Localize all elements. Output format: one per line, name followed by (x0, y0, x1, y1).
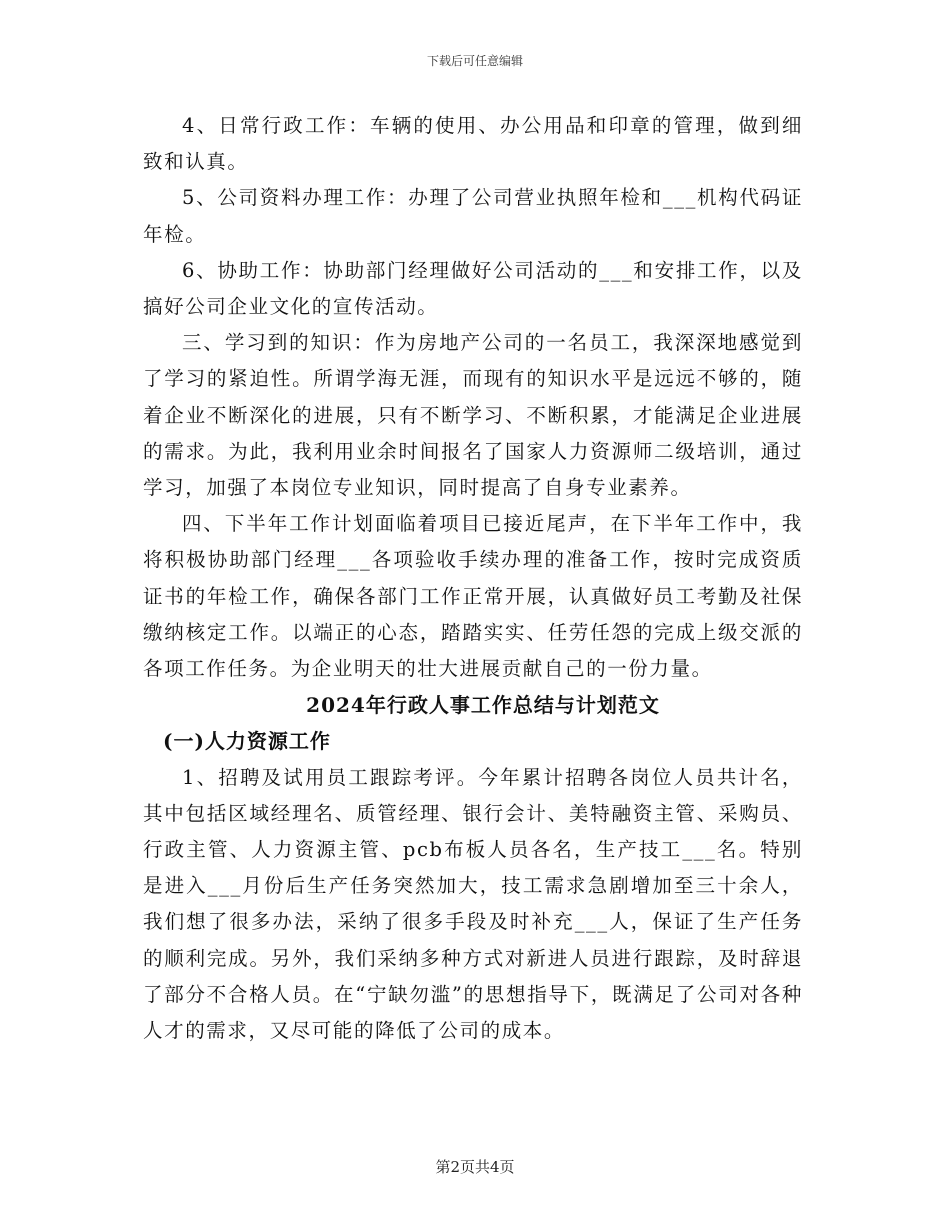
document-body (143, 108, 803, 1049)
section-title: 2024年行政人事工作总结与计划范文 (306, 693, 660, 718)
paragraph-section-4-plan: 四、下半年工作计划面临着项目已接近尾声，在下半年工作中，我将积极协助部门经理___各项验收手续办理的准备工作，按时完成资质证书的年检工作，确保各部门工作正常开展，认真做好员工考勤及社保缴纳核定工作。以端正的心态，踏踏实实、任劳任怨的完成上级交派的各项工作任务。为企业明天的壮大进展贡献自己的一份力量。 (143, 512, 803, 681)
section-subtitle: (一)人力资源工作 (163, 729, 331, 754)
paragraph-item-5: 5、公司资料办理工作：办理了公司营业执照年检和___机构代码证年检。 (143, 186, 803, 246)
paragraph-item-4: 4、日常行政工作：车辆的使用、办公用品和印章的管理，做到细致和认真。 (143, 114, 803, 174)
page-header-note: 下载后可任意编辑 (426, 54, 523, 68)
paragraph-item-6: 6、协助工作：协助部门经理做好公司活动的___和安排工作，以及搞好公司企业文化的宣传活动。 (143, 258, 803, 319)
paragraph-section-3-knowledge: 三、学习到的知识：作为房地产公司的一名员工，我深深地感觉到了学习的紧迫性。所谓学海无涯，而现有的知识水平是远远不够的，随着企业不断深化的进展，只有不断学习、不断积累，才能满足企业进展的需求。为此，我利用业余时间报名了国家人力资源师二级培训，通过学习，加强了本岗位专业知识，同时提高了自身专业素养。 (143, 331, 803, 500)
page-number-footer: 第2页共4页 (435, 1158, 515, 1176)
paragraph-recruitment: 1、招聘及试用员工跟踪考评。今年累计招聘各岗位人员共计名，其中包括区域经理名、质管经理、银行会计、美特融资主管、采购员、行政主管、人力资源主管、pcb布板人员各名，生产技工___名。特别是进入___月份后生产任务突然加大，技工需求急剧增加至三十余人，我们想了很多办法，采纳了很多手段及时补充___人，保证了生产任务的顺利完成。另外，我们采纳多种方式对新进人员进行跟踪，及时辞退了部分不合格人员。在“宁缺勿滥”的思想指导下，既满足了公司对各种人才的需求，又尽可能的降低了公司的成本。 (143, 765, 803, 1043)
